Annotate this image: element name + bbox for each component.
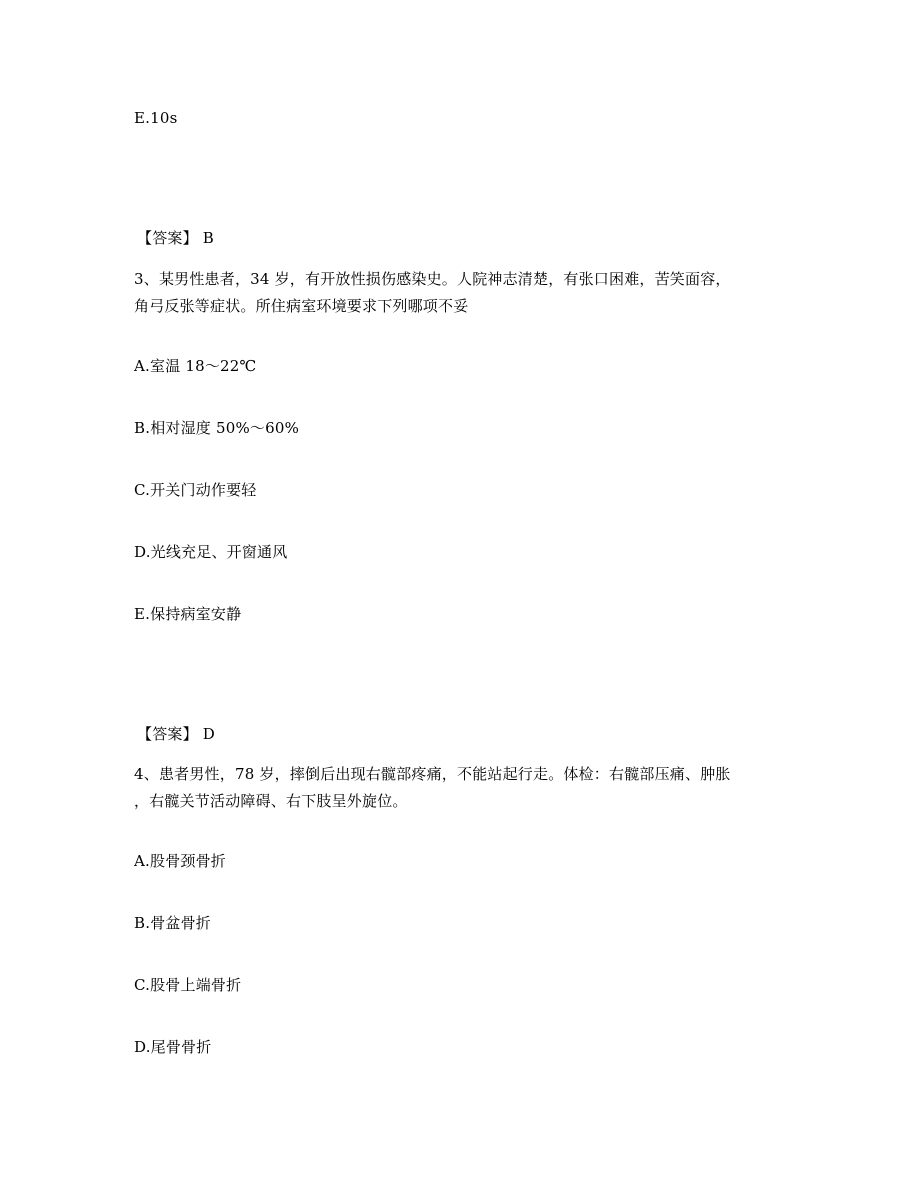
question-3-option-b: B.相对湿度 50%～60% xyxy=(134,419,300,437)
question-4-text-line-2: ，右髋关节活动障碍、右下肢呈外旋位。 xyxy=(134,792,408,810)
question-3-text-line-2: 角弓反张等症状。所住病室环境要求下列哪项不妥 xyxy=(134,297,469,315)
question-3-option-e: E.保持病室安静 xyxy=(134,605,242,623)
question-3-option-d: D.光线充足、开窗通风 xyxy=(134,543,288,561)
question-4-text-line-1: 4、患者男性，78 岁，摔倒后出现右髋部疼痛，不能站起行走。体检：右髋部压痛、肿胀 xyxy=(134,765,731,783)
prev-question-option-e: E.10s xyxy=(134,109,178,127)
question-3-option-a: A.室温 18～22℃ xyxy=(134,357,257,375)
question-4-option-c: C.股骨上端骨折 xyxy=(134,976,242,994)
question-3-option-c: C.开关门动作要轻 xyxy=(134,481,257,499)
answer-label-q2: 【答案】 B xyxy=(137,229,214,247)
question-4-option-a: A.股骨颈骨折 xyxy=(134,852,227,870)
question-3-text-line-1: 3、某男性患者，34 岁，有开放性损伤感染史。人院神志清楚，有张口困难，苦笑面容， xyxy=(134,270,731,288)
question-4-option-b: B.骨盆骨折 xyxy=(134,914,211,932)
answer-label-q3: 【答案】 D xyxy=(137,725,215,743)
question-4-option-d: D.尾骨骨折 xyxy=(134,1038,212,1056)
